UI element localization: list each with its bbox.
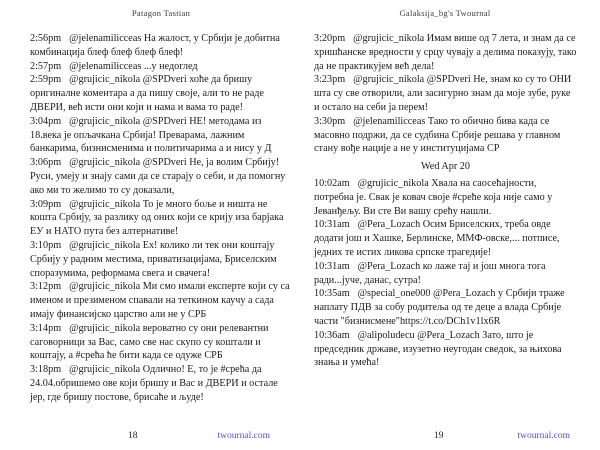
page-number: 18 — [128, 431, 138, 441]
tweet-entry — [30, 198, 293, 239]
tweet-entry — [30, 363, 293, 404]
tweet-text: @jelenamilicceas Тако то обично бива када се масовно подржи, да се судбина Србије решава у главном стану вође нације а не у институцијама СР — [314, 115, 561, 155]
tweet-time: 2:57pm — [30, 60, 62, 72]
tweet-time: 3:14pm — [30, 322, 62, 334]
left-page-content — [30, 32, 293, 405]
tweet-entry — [314, 73, 577, 114]
page-number: 19 — [434, 431, 444, 441]
tweet-entry — [314, 329, 577, 370]
tweet-time: 10:35am — [314, 288, 350, 300]
tweet-entry — [30, 73, 293, 114]
tweet-time: 3:18pm — [30, 364, 62, 376]
tweet-entry — [30, 322, 293, 363]
tweet-text: @alipoludecu @Pera_Lozach Зато, што је председник државе, изузетно неугодан сведок, за њихова знања и умећа! — [314, 329, 562, 369]
tweet-time: 10:02am — [314, 177, 350, 189]
tweet-entry — [30, 239, 293, 280]
tweet-entry — [30, 32, 293, 60]
tweet-text: @jelenamilicceas ...у недоглед — [69, 60, 198, 72]
tweet-entry — [30, 115, 293, 156]
left-page-header: Patagon Tastian — [131, 8, 191, 18]
tweet-entry — [314, 115, 577, 156]
tweet-time: 3:30pm — [314, 115, 346, 127]
tweet-text: @grujicic_nikola Имам више од 7 лета, и знам да се хришћанске вредности у срцу чувају а делима показују, тако да не практикујем већ дела! — [314, 33, 577, 72]
twournal-link[interactable]: twournal.com — [217, 431, 270, 441]
tweet-text: @grujicic_nikola вероватно су они релевантни саговорници за Вас, само све нас скупо су коштали и коштају, а #срећа ће бити када се одуже СРБ — [30, 322, 269, 362]
tweet-entry — [30, 60, 293, 74]
tweet-entry — [314, 32, 577, 73]
tweet-entry — [30, 280, 293, 321]
tweet-entry — [30, 156, 293, 197]
tweet-entry — [314, 260, 577, 288]
right-page-header: Galaksija_bg's Twournal — [399, 8, 491, 18]
right-page — [300, 0, 600, 450]
tweet-time: 3:04pm — [30, 115, 62, 127]
tweet-time: 3:23pm — [314, 74, 346, 86]
tweet-time: 3:10pm — [30, 239, 62, 251]
tweet-text: @grujicic_nikola Ми смо имали експерте који су са именом и презименом спавали на теткином каучу а сада имају финансијско царство али не у СРБ — [30, 281, 290, 320]
tweet-text: @grujicic_nikola Ех! колико ли тек они коштају Србију у радним местима, приватизацијама, Бриселским споразумима, реформама свега и свачега! — [30, 239, 277, 279]
tweet-text: @grujicic_nikola Хвала на саосећајности, потребна је. Свак је ковач своје #среће која није само у Јеванђељу. Ви сте Ви вашу срећу нашли. — [314, 177, 553, 217]
tweet-time: 3:06pm — [30, 157, 62, 169]
twournal-link[interactable]: twournal.com — [517, 431, 570, 441]
right-page-content — [314, 32, 577, 370]
tweet-text: @grujicic_nikola @SPDveri хоће да бришу оригиналне коментара а да пишу своје, али то не раде ДВЕРИ, већ исти они који и нама и вама то раде! — [30, 74, 264, 113]
tweet-entry — [314, 177, 577, 218]
tweet-entry — [314, 287, 577, 328]
tweet-time: 3:09pm — [30, 198, 62, 210]
tweet-text: @grujicic_nikola @SPDveri Не, знам ко су то ОНИ шта су све отворили, али засигурно знам да моје зубе, руке и остало на себи ја перем! — [314, 74, 572, 113]
tweet-time: 2:59pm — [30, 74, 62, 86]
date-heading: Wed Apr 20 — [421, 161, 470, 173]
tweet-text: @Pera_Lozach Осим Бриселских, треба овде додати још и Хашке, Берлинске, ММФ-овске,... потписе, једних те истих ликова српске трагедије! — [314, 219, 560, 258]
tweet-time: 3:12pm — [30, 281, 62, 293]
tweet-text: @grujicic_nikola Одлично! Е, то је #срећа да 24.04.обришемо ове који бришу и Вас и ДВЕРИ и остале јер, где бришу постове, брисаће и људе! — [30, 364, 278, 403]
tweet-text: @jelenamilicceas На жалост, у Србији је добитна комбинација блеф блеф блеф блеф! — [30, 33, 280, 58]
tweet-time: 3:20pm — [314, 33, 346, 44]
tweet-entry — [314, 218, 577, 259]
tweet-text: @grujicic_nikola @SPDveri Не, ја волим Србију! Руси, умеју и знају сами да се старају о себи, и да помогну ако ми то желимо то су доказали, — [30, 157, 286, 196]
tweet-text: @Pera_Lozach ко лаже тај и још многа тога ради...јуче, данас, сутра! — [314, 260, 546, 286]
tweet-time: 10:31am — [314, 260, 350, 272]
tweet-text: @special_one000 @Pera_Lozach у Србији траже наплату ПДВ за собу родитеља од те деце а влада Србије части "бизнисмене"https://t.co/DCh1v1lx6R — [314, 288, 565, 327]
tweet-time: 10:31am — [314, 219, 350, 231]
tweet-time: 10:36am — [314, 329, 350, 341]
tweet-text: @grujicic_nikola То је много боље и ништа не кошта Србију, за разлику од оних који се крију иза барјака ЕУ и НАТО пута без алтернативе! — [30, 198, 284, 238]
tweet-text: @grujicic_nikola @SPDveri НЕ! методама из 18.века је опљачкана Србија! Преварама, лажним банкарима, бизнисменима и политичарима а и нису у Д — [30, 115, 272, 155]
tweet-time: 2:56pm — [30, 33, 62, 44]
